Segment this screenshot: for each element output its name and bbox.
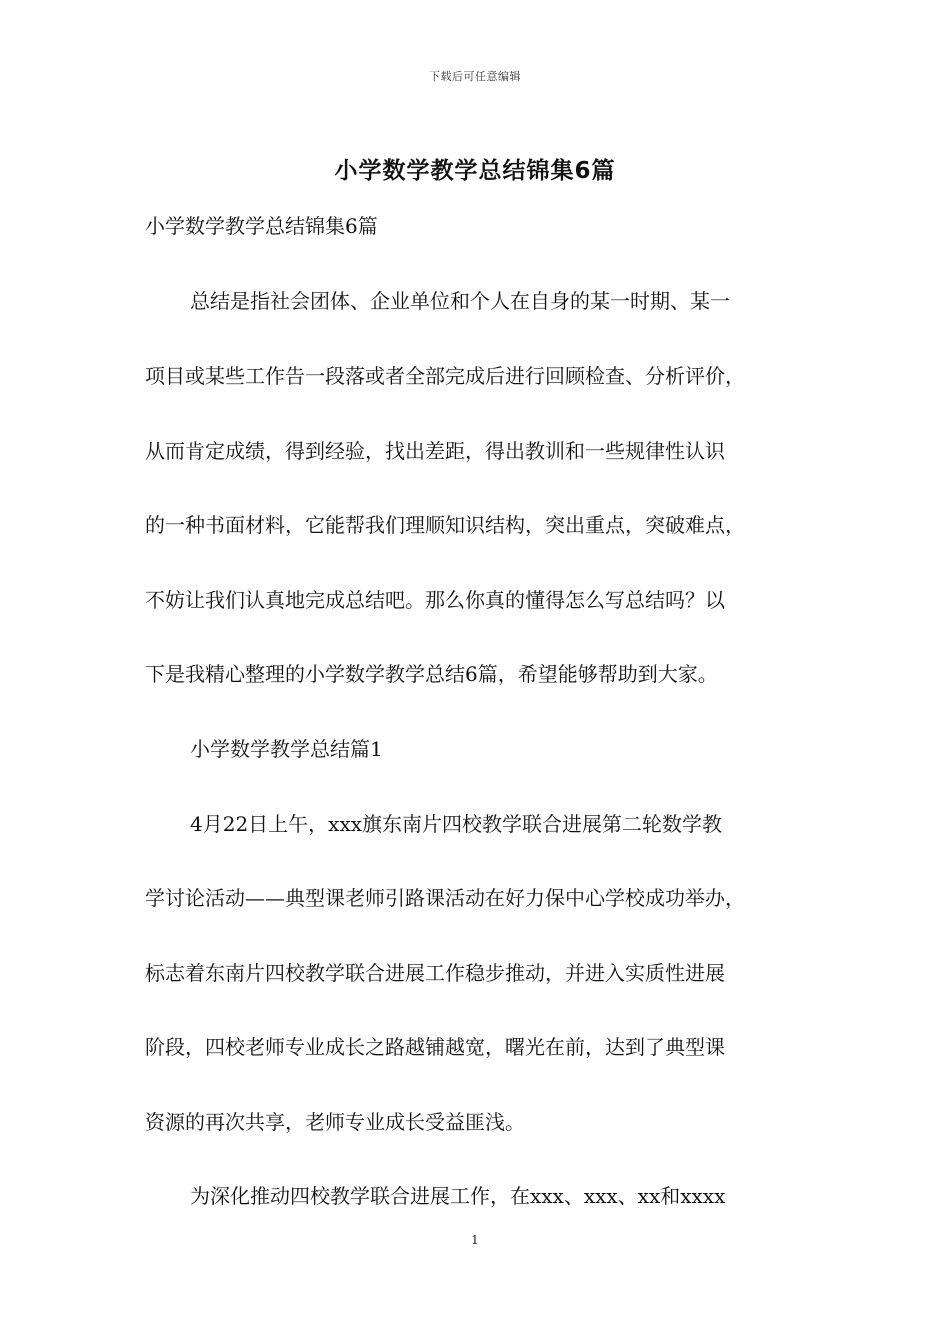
paragraph-line: 的一种书面材料，它能帮我们理顺知识结构，突出重点，突破难点，	[145, 513, 745, 537]
paragraph-line: 不妨让我们认真地完成总结吧。那么你真的懂得怎么写总结吗？以	[145, 588, 725, 612]
paragraph-line: 标志着东南片四校教学联合进展工作稳步推动，并进入实质性进展	[145, 961, 725, 985]
document-subtitle: 小学数学教学总结锦集6篇	[145, 214, 378, 238]
paragraph-line: 从而肯定成绩，得到经验，找出差距，得出教训和一些规律性认识	[145, 439, 725, 463]
section-heading: 小学数学教学总结篇1	[190, 737, 383, 761]
page-number: 1	[471, 1233, 479, 1247]
paragraph-line: 4月22日上午，xxx旗东南片四校教学联合进展第二轮数学教	[190, 812, 723, 836]
paragraph-line: 学讨论活动——典型课老师引路课活动在好力保中心学校成功举办，	[145, 886, 745, 910]
paragraph-line: 下是我精心整理的小学数学教学总结6篇，希望能够帮助到大家。	[145, 662, 718, 686]
paragraph-line: 为深化推动四校教学联合进展工作，在xxx、xxx、xx和xxxx	[190, 1184, 726, 1208]
header-note: 下载后可任意编辑	[429, 70, 521, 83]
paragraph-line: 总结是指社会团体、企业单位和个人在自身的某一时期、某一	[190, 289, 730, 313]
document-title: 小学数学教学总结锦集6篇	[334, 158, 616, 184]
paragraph-line: 资源的再次共享，老师专业成长受益匪浅。	[145, 1110, 525, 1134]
paragraph-line: 阶段，四校老师专业成长之路越铺越宽，曙光在前，达到了典型课	[145, 1035, 725, 1059]
paragraph-line: 项目或某些工作告一段落或者全部完成后进行回顾检查、分析评价，	[145, 364, 745, 388]
